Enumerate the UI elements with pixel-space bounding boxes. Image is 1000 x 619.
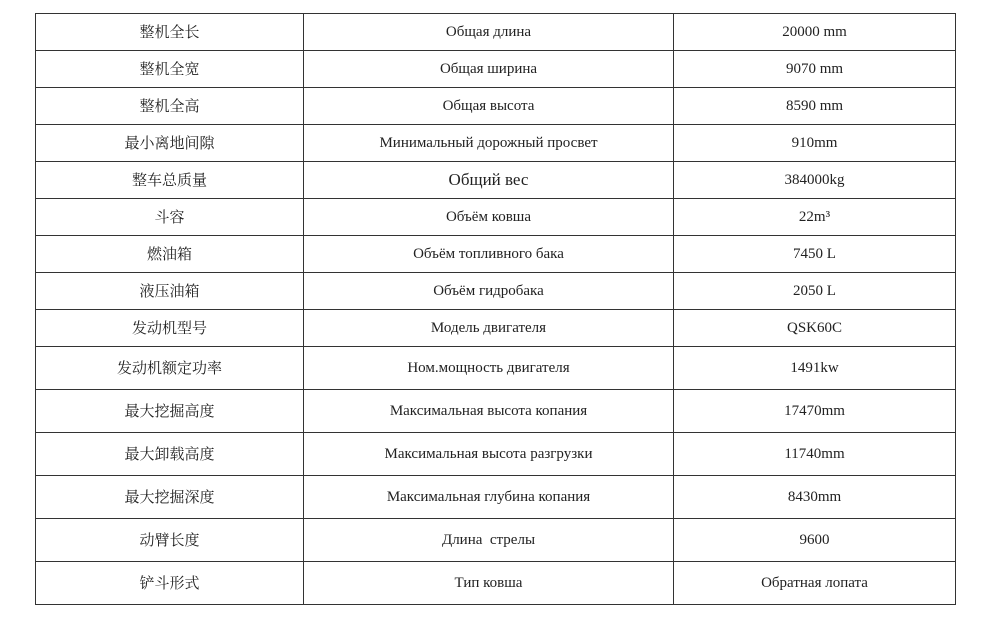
spec-value: 20000 mm — [674, 14, 956, 51]
spec-value: Обратная лопата — [674, 562, 956, 605]
russian-label: Длина стрелы — [304, 519, 674, 562]
table-row — [36, 519, 956, 562]
table-row — [36, 14, 956, 51]
spec-value: 1491kw — [674, 347, 956, 390]
chinese-label: 最大挖掘深度 — [36, 476, 304, 519]
russian-label: Ном.мощность двигателя — [304, 347, 674, 390]
table-row — [36, 562, 956, 605]
chinese-label: 动臂长度 — [36, 519, 304, 562]
table-row — [36, 51, 956, 88]
specifications-table — [35, 13, 956, 605]
spec-value: 8590 mm — [674, 88, 956, 125]
russian-label: Максимальная глубина копания — [304, 476, 674, 519]
russian-label: Максимальная высота копания — [304, 390, 674, 433]
russian-label: Объём топливного бака — [304, 236, 674, 273]
spec-value: 2050 L — [674, 273, 956, 310]
spec-value: QSK60C — [674, 310, 956, 347]
russian-label: Максимальная высота разгрузки — [304, 433, 674, 476]
russian-label: Объём ковша — [304, 199, 674, 236]
russian-label: Общая высота — [304, 88, 674, 125]
russian-label: Общая ширина — [304, 51, 674, 88]
chinese-label: 斗容 — [36, 199, 304, 236]
table-row — [36, 310, 956, 347]
table-row — [36, 433, 956, 476]
russian-label: Общий вес — [304, 162, 674, 199]
chinese-label: 整车总质量 — [36, 162, 304, 199]
spec-value: 384000kg — [674, 162, 956, 199]
spec-value: 9600 — [674, 519, 956, 562]
spec-value: 910mm — [674, 125, 956, 162]
russian-label: Общая длина — [304, 14, 674, 51]
table-row — [36, 476, 956, 519]
spec-value: 8430mm — [674, 476, 956, 519]
spec-value: 22m³ — [674, 199, 956, 236]
russian-label: Минимальный дорожный просвет — [304, 125, 674, 162]
chinese-label: 发动机额定功率 — [36, 347, 304, 390]
chinese-label: 整机全宽 — [36, 51, 304, 88]
chinese-label: 铲斗形式 — [36, 562, 304, 605]
chinese-label: 燃油箱 — [36, 236, 304, 273]
spec-value: 9070 mm — [674, 51, 956, 88]
spec-value: 17470mm — [674, 390, 956, 433]
spec-value: 7450 L — [674, 236, 956, 273]
table-row — [36, 347, 956, 390]
russian-label: Объём гидробака — [304, 273, 674, 310]
chinese-label: 整机全高 — [36, 88, 304, 125]
russian-label: Модель двигателя — [304, 310, 674, 347]
table-row — [36, 390, 956, 433]
table-row — [36, 236, 956, 273]
table-row — [36, 199, 956, 236]
chinese-label: 整机全长 — [36, 14, 304, 51]
spec-value: 11740mm — [674, 433, 956, 476]
chinese-label: 最小离地间隙 — [36, 125, 304, 162]
chinese-label: 发动机型号 — [36, 310, 304, 347]
chinese-label: 液压油箱 — [36, 273, 304, 310]
table-row — [36, 162, 956, 199]
table-row — [36, 273, 956, 310]
chinese-label: 最大卸载高度 — [36, 433, 304, 476]
table-row — [36, 88, 956, 125]
chinese-label: 最大挖掘高度 — [36, 390, 304, 433]
russian-label: Тип ковша — [304, 562, 674, 605]
table-row — [36, 125, 956, 162]
